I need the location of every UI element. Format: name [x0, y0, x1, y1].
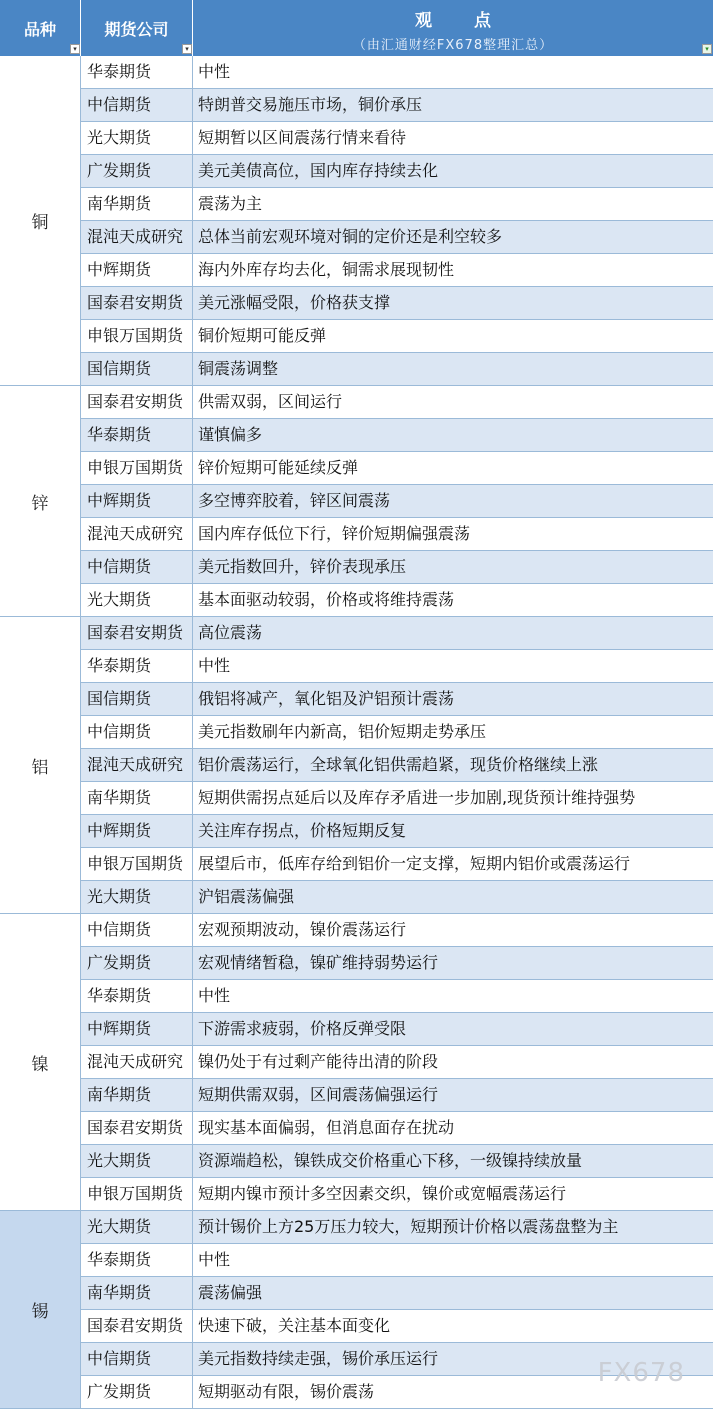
table-row — [81, 254, 713, 287]
table-row — [81, 122, 713, 155]
table-row — [81, 221, 713, 254]
company-cell: 国信期货 — [81, 683, 193, 715]
variety-cell: 铝 — [0, 617, 81, 914]
company-cell: 中辉期货 — [81, 254, 193, 286]
view-cell: 铜震荡调整 — [198, 359, 279, 378]
view-cell: 总体当前宏观环境对铜的定价还是利空较多 — [198, 227, 503, 246]
table-row — [81, 485, 713, 518]
table-row — [81, 749, 713, 782]
company-cell: 中辉期货 — [81, 815, 193, 847]
table-row — [81, 782, 713, 815]
company-cell: 华泰期货 — [81, 980, 193, 1012]
company-cell: 申银万国期货 — [81, 1178, 193, 1210]
view-cell: 宏观情绪暂稳，镍矿维持弱势运行 — [198, 953, 439, 972]
company-cell: 混沌天成研究 — [81, 749, 193, 781]
header-view-title: 观 点 — [415, 11, 509, 31]
view-cell: 宏观预期波动，镍价震荡运行 — [198, 920, 407, 939]
company-cell: 中信期货 — [81, 551, 193, 583]
table-row — [81, 815, 713, 848]
company-cell: 国泰君安期货 — [81, 1310, 193, 1342]
view-cell: 短期供需双弱，区间震荡偏强运行 — [198, 1085, 439, 1104]
view-cell: 中性 — [198, 986, 231, 1005]
table-row — [81, 188, 713, 221]
variety-cell: 镍 — [0, 914, 81, 1211]
view-cell: 谨慎偏多 — [198, 425, 263, 444]
company-cell: 南华期货 — [81, 1079, 193, 1111]
variety-cell: 锌 — [0, 386, 81, 617]
table-row — [81, 452, 713, 485]
view-cell: 预计锡价上方25万压力较大，短期预计价格以震荡盘整为主 — [198, 1217, 619, 1236]
view-cell: 特朗普交易施压市场，铜价承压 — [198, 95, 423, 114]
table-row — [81, 584, 713, 617]
table-row — [81, 914, 713, 947]
view-cell: 美元涨幅受限，价格获支撑 — [198, 293, 391, 312]
table-row — [81, 650, 713, 683]
table-row — [81, 1046, 713, 1079]
table-row — [81, 518, 713, 551]
table-row — [81, 1178, 713, 1211]
header-variety: 品种 — [0, 0, 81, 56]
company-cell: 申银万国期货 — [81, 320, 193, 352]
company-cell: 广发期货 — [81, 155, 193, 187]
company-cell: 混沌天成研究 — [81, 1046, 193, 1078]
company-cell: 混沌天成研究 — [81, 221, 193, 253]
header-view-subtitle: （由汇通财经FX678整理汇总） — [352, 38, 554, 53]
company-cell: 广发期货 — [81, 1376, 193, 1408]
view-cell: 中性 — [198, 1250, 231, 1269]
company-cell: 光大期货 — [81, 1145, 193, 1177]
table-row — [81, 980, 713, 1013]
company-cell: 国泰君安期货 — [81, 1112, 193, 1144]
table-row — [81, 947, 713, 980]
view-cell: 锌价短期可能延续反弹 — [198, 458, 359, 477]
table-row — [81, 716, 713, 749]
company-cell: 华泰期货 — [81, 56, 193, 88]
company-cell: 混沌天成研究 — [81, 518, 193, 550]
company-cell: 南华期货 — [81, 188, 193, 220]
company-cell: 光大期货 — [81, 584, 193, 616]
view-cell: 快速下破，关注基本面变化 — [198, 1316, 391, 1335]
variety-cell: 铜 — [0, 56, 81, 386]
table-row — [81, 386, 713, 419]
table-row — [81, 320, 713, 353]
view-cell: 多空博弈胶着，锌区间震荡 — [198, 491, 391, 510]
table-row — [81, 56, 713, 89]
company-cell: 南华期货 — [81, 782, 193, 814]
table-row — [81, 89, 713, 122]
view-cell: 中性 — [198, 62, 231, 81]
variety-cell: 锡 — [0, 1211, 81, 1409]
filter-indicator-icon[interactable]: ▾ — [702, 44, 712, 54]
company-cell: 中辉期货 — [81, 485, 193, 517]
view-cell: 俄铝将减产，氧化铝及沪铝预计震荡 — [198, 689, 455, 708]
company-cell: 广发期货 — [81, 947, 193, 979]
company-cell: 光大期货 — [81, 881, 193, 913]
view-cell: 镍仍处于有过剩产能待出清的阶段 — [198, 1052, 439, 1071]
view-cell: 下游需求疲弱，价格反弹受限 — [198, 1019, 407, 1038]
table-header — [0, 0, 713, 56]
view-cell: 基本面驱动较弱，价格或将维持震荡 — [198, 590, 455, 609]
view-cell: 展望后市，低库存给到铝价一定支撑，短期内铝价或震荡运行 — [198, 854, 631, 873]
company-cell: 华泰期货 — [81, 419, 193, 451]
company-cell: 中信期货 — [81, 716, 193, 748]
view-cell: 美元指数刷年内新高，铝价短期走势承压 — [198, 722, 487, 741]
view-cell: 美元指数持续走强，锡价承压运行 — [198, 1349, 439, 1368]
company-cell: 华泰期货 — [81, 1244, 193, 1276]
view-cell: 短期供需拐点延后以及库存矛盾进一步加剧,现货预计维持强势 — [198, 788, 636, 807]
view-cell: 中性 — [198, 656, 231, 675]
company-cell: 光大期货 — [81, 1211, 193, 1243]
view-cell: 短期内镍市预计多空因素交织，镍价或宽幅震荡运行 — [198, 1184, 567, 1203]
company-cell: 国泰君安期货 — [81, 287, 193, 319]
table-row — [81, 419, 713, 452]
filter-dropdown-company-icon[interactable]: ▾ — [182, 44, 192, 54]
company-cell: 光大期货 — [81, 122, 193, 154]
company-cell: 中辉期货 — [81, 1013, 193, 1045]
table-row — [81, 683, 713, 716]
view-cell: 短期驱动有限，锡价震荡 — [198, 1382, 375, 1401]
company-cell: 国信期货 — [81, 353, 193, 385]
table-row — [81, 1310, 713, 1343]
view-cell: 短期暂以区间震荡行情来看待 — [198, 128, 407, 147]
watermark: FX678 — [597, 1358, 685, 1388]
table-row — [81, 1244, 713, 1277]
view-cell: 资源端趋松，镍铁成交价格重心下移，一级镍持续放量 — [198, 1151, 583, 1170]
table-row — [81, 881, 713, 914]
table-row — [81, 551, 713, 584]
table-row — [81, 1211, 713, 1244]
view-cell: 铝价震荡运行，全球氧化铝供需趋紧，现货价格继续上涨 — [198, 755, 599, 774]
company-cell: 中信期货 — [81, 914, 193, 946]
company-cell: 申银万国期货 — [81, 848, 193, 880]
view-cell: 震荡偏强 — [198, 1283, 263, 1302]
table-row — [81, 848, 713, 881]
table-row — [81, 1112, 713, 1145]
view-cell: 沪铝震荡偏强 — [198, 887, 295, 906]
view-cell: 铜价短期可能反弹 — [198, 326, 327, 345]
view-cell: 供需双弱，区间运行 — [198, 392, 343, 411]
company-cell: 中信期货 — [81, 89, 193, 121]
company-cell: 南华期货 — [81, 1277, 193, 1309]
table-row — [81, 155, 713, 188]
view-cell: 海内外库存均去化，铜需求展现韧性 — [198, 260, 455, 279]
view-cell: 震荡为主 — [198, 194, 263, 213]
view-cell: 现实基本面偏弱，但消息面存在扰动 — [198, 1118, 455, 1137]
company-cell: 国泰君安期货 — [81, 386, 193, 418]
company-cell: 国泰君安期货 — [81, 617, 193, 649]
view-cell: 美元美债高位，国内库存持续去化 — [198, 161, 439, 180]
table-row — [81, 617, 713, 650]
view-cell: 国内库存低位下行，锌价短期偏强震荡 — [198, 524, 471, 543]
view-cell: 美元指数回升，锌价表现承压 — [198, 557, 407, 576]
table-row — [81, 1277, 713, 1310]
company-cell: 申银万国期货 — [81, 452, 193, 484]
table-row — [81, 1079, 713, 1112]
company-cell: 华泰期货 — [81, 650, 193, 682]
header-view — [193, 0, 713, 56]
table-row — [81, 1145, 713, 1178]
table-row — [81, 353, 713, 386]
filter-dropdown-variety-icon[interactable]: ▾ — [70, 44, 80, 54]
header-company: 期货公司 — [81, 0, 193, 56]
table-row — [81, 1013, 713, 1046]
company-cell: 中信期货 — [81, 1343, 193, 1375]
view-cell: 关注库存拐点，价格短期反复 — [198, 821, 407, 840]
table-row — [81, 287, 713, 320]
view-cell: 高位震荡 — [198, 623, 263, 642]
